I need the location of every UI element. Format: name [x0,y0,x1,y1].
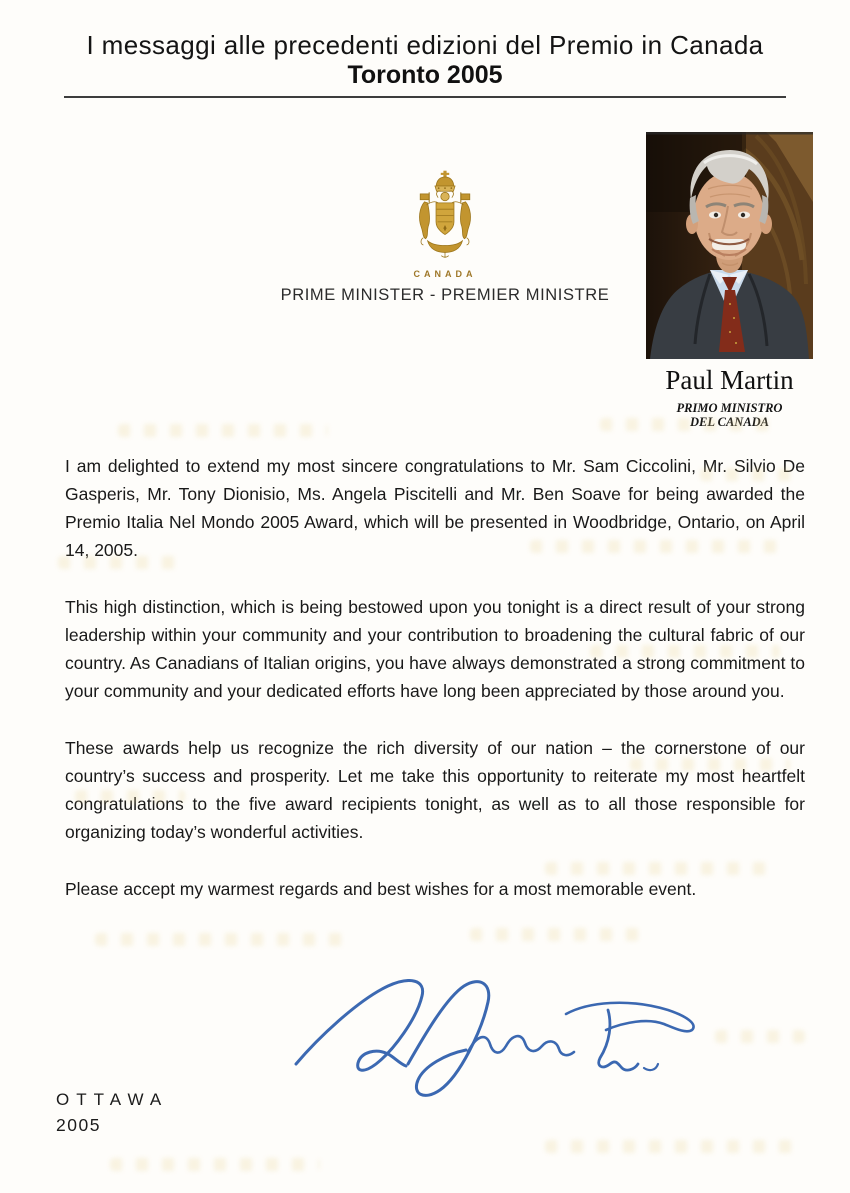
footer [56,1090,168,1136]
page-header [0,0,850,98]
paul-martin-signature [288,976,712,1102]
letter-body [65,452,805,903]
crest-block [245,98,645,305]
signature-ink [288,976,712,1102]
scan-artifact [110,1158,320,1171]
office-title: PRIME MINISTER - PREMIER MINISTRE [280,286,610,304]
portrait-role-line2: DEL CANADA [689,415,770,429]
scan-artifact [470,928,640,941]
portrait-role [646,401,813,429]
canada-coat-of-arms-icon [416,170,474,260]
portrait-block [646,132,813,429]
crest-caption: CANADA [413,269,477,279]
scan-artifact [545,1140,795,1153]
letter-paragraph: These awards help us recognize the rich diversity of our nation – the cornerstone of our country’s success and prosperity. Let me take this opportunity to reiterate my most heartfelt congratulations to the five award recipients tonight, as well as to all those responsible for organizing today’s wonderful activities. [65,738,805,842]
footer-year: 2005 [56,1115,101,1135]
paul-martin-photo [646,132,813,359]
portrait-caption: Paul Martin [665,365,794,395]
letter-paragraph: Please accept my warmest regards and best wishes for a most memorable event. [65,879,697,899]
letter-paragraph: I am delighted to extend my most sincere congratulations to Mr. Sam Ciccolini, Mr. Silvio De Gasperis, Mr. Tony Dionisio, Ms. Angela Piscitelli and Mr. Ben Soave for being awarded the Premio Italia Nel Mondo 2005 Award, which will be presented in Woodbridge, Ontario, on April 14, 2005. [65,456,805,560]
footer-city: OTTAWA [56,1090,169,1109]
letterhead [0,98,850,452]
scan-artifact [95,933,355,946]
page-title: I messaggi alle precedenti edizioni del Premio in Canada [86,30,764,60]
letter-paragraph: This high distinction, which is being bestowed upon you tonight is a direct result of your strong leadership within your community and your contribution to broadening the cultural fabric of our country. As Canadians of Italian origins, you have always demonstrated a strong commitment to your community and your dedicated efforts have long been appreciated by those around you. [65,597,805,701]
portrait-role-line1: PRIMO MINISTRO [676,401,783,415]
page-subtitle: Toronto 2005 [347,61,503,89]
scan-artifact [715,1030,805,1043]
